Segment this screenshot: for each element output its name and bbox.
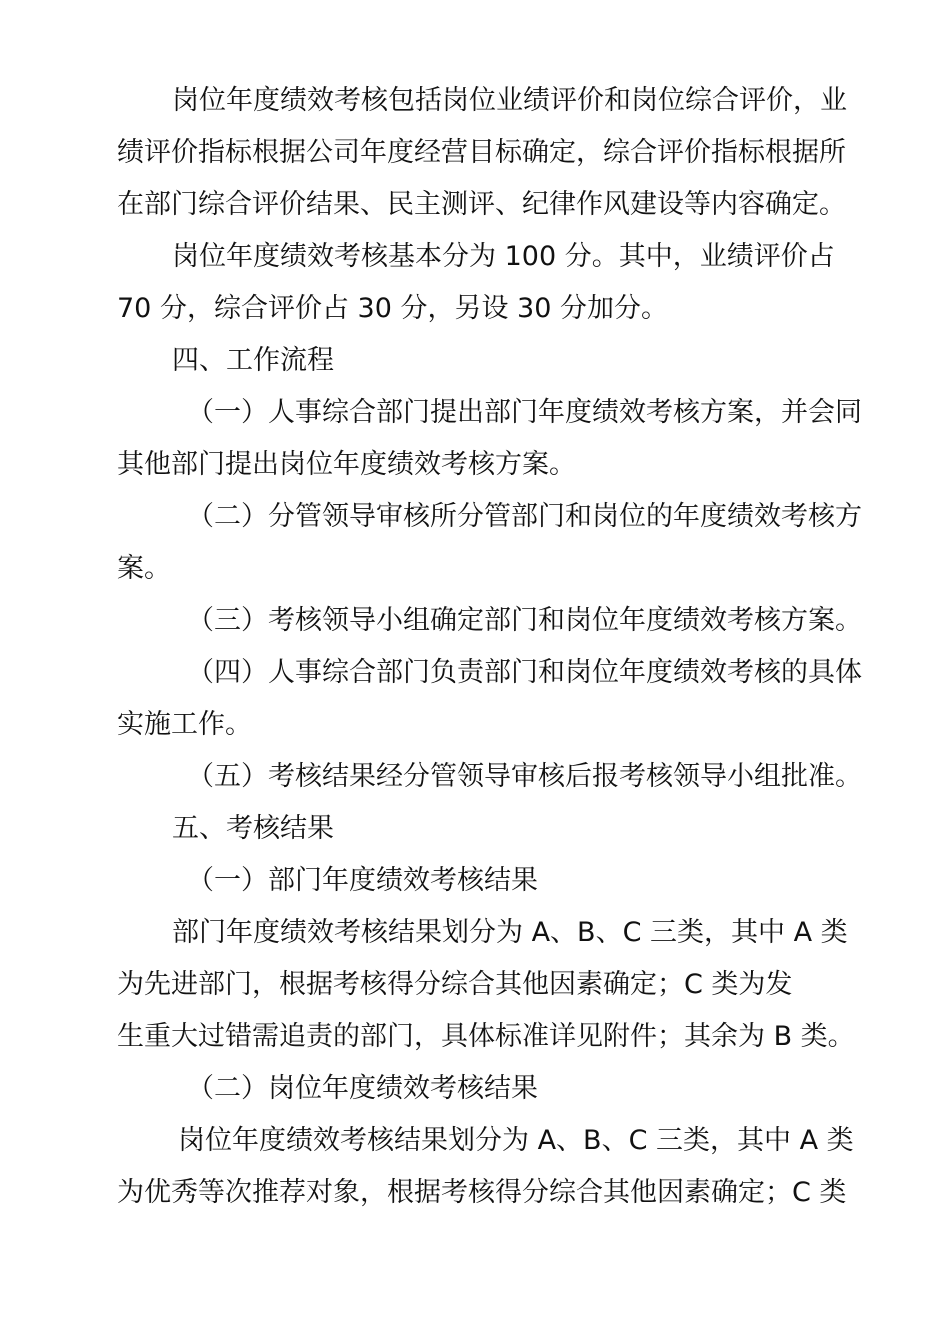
paragraph-line: 绩评价指标根据公司年度经营目标确定，综合评价指标根据所 (117, 137, 846, 168)
paragraph-line: 实施工作。 (117, 709, 252, 740)
subsection-heading: （一）部门年度绩效考核结果 (187, 865, 538, 896)
subsection-heading: （二）岗位年度绩效考核结果 (187, 1073, 538, 1104)
section-heading: 五、考核结果 (172, 813, 334, 844)
paragraph-line: 生重大过错需追责的部门，具体标准详见附件；其余为 B 类。 (117, 1021, 855, 1052)
paragraph-line: （二）分管领导审核所分管部门和岗位的年度绩效考核方 (187, 501, 862, 532)
paragraph-line: （三）考核领导小组确定部门和岗位年度绩效考核方案。 (187, 605, 862, 636)
paragraph-line: 为先进部门，根据考核得分综合其他因素确定；C 类为发 (117, 969, 793, 1000)
paragraph-line: 案。 (117, 553, 171, 584)
paragraph-line: 为优秀等次推荐对象，根据考核得分综合其他因素确定；C 类 (117, 1177, 847, 1208)
paragraph-line: （四）人事综合部门负责部门和岗位年度绩效考核的具体 (187, 657, 862, 688)
paragraph-line: 岗位年度绩效考核结果划分为 A、B、C 三类，其中 A 类 (178, 1125, 854, 1156)
paragraph-line: （一）人事综合部门提出部门年度绩效考核方案，并会同 (187, 397, 862, 428)
paragraph-line: 岗位年度绩效考核包括岗位业绩评价和岗位综合评价，业 (172, 85, 847, 116)
section-heading: 四、工作流程 (172, 345, 334, 376)
paragraph-line: 70 分，综合评价占 30 分，另设 30 分加分。 (117, 293, 668, 324)
paragraph-line: （五）考核结果经分管领导审核后报考核领导小组批准。 (187, 761, 862, 792)
paragraph-line: 在部门综合评价结果、民主测评、纪律作风建设等内容确定。 (117, 189, 846, 220)
paragraph-line: 岗位年度绩效考核基本分为 100 分。其中，业绩评价占 (172, 241, 835, 272)
paragraph-line: 其他部门提出岗位年度绩效考核方案。 (117, 449, 576, 480)
paragraph-line: 部门年度绩效考核结果划分为 A、B、C 三类，其中 A 类 (172, 917, 848, 948)
